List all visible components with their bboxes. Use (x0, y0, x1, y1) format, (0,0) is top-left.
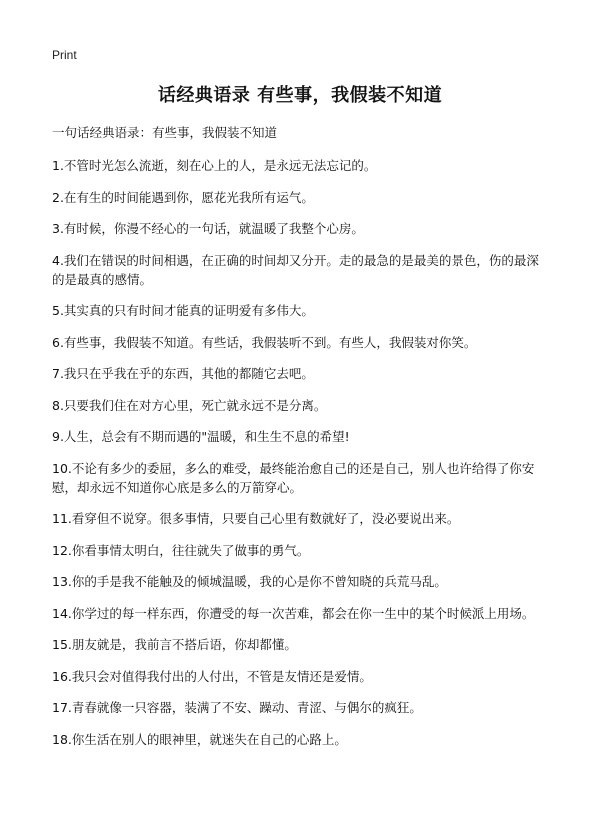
quote-item-16: 16.我只会对值得我付出的人付出，不管是友情还是爱情。 (52, 668, 372, 684)
quote-item-18: 18.你生活在别人的眼神里，就迷失在自己的心路上。 (52, 731, 347, 747)
quote-item-13: 13.你的手是我不能触及的倾城温暖，我的心是你不曾知晓的兵荒马乱。 (52, 574, 447, 589)
quote-item-12: 12.你看事情太明白，往往就失了做事的勇气。 (52, 542, 310, 558)
quote-item-6: 6.有些事，我假装不知道。有些话，我假装听不到。有些人，我假装对你笑。 (52, 334, 477, 350)
quote-item-14: 14.你学过的每一样东西，你遭受的每一次苦难，都会在你一生中的某个时候派上用场。 (52, 605, 535, 621)
quote-item-3: 3.有时候，你漫不经心的一句话，就温暖了我整个心房。 (52, 221, 364, 236)
print-link[interactable]: Print (52, 48, 77, 62)
quote-item-15: 15.朋友就是，我前言不搭后语，你却都懂。 (52, 637, 297, 652)
quote-item-4: 4.我们在错误的时间相遇，在正确的时间却又分开。走的最急的是最美的景色，伤的最深的是最真的感情。 (52, 252, 539, 287)
quote-item-10: 10.不论有多少的委屈，多么的难受，最终能治愈自己的还是自己，别人也许给得了你安慰，却永远不知道你心底是多么的万箭穿心。 (52, 460, 535, 495)
quote-item-5: 5.其实真的只有时间才能真的证明爱有多伟大。 (52, 303, 314, 318)
quote-item-17: 17.青春就像一只容器，装满了不安、躁动、青涩、与偶尔的疯狂。 (52, 700, 422, 715)
quote-item-11: 11.看穿但不说穿。很多事情，只要自己心里有数就好了，没必要说出来。 (52, 511, 460, 526)
article-subtitle: 一句话经典语录：有些事，我假装不知道 (52, 125, 278, 140)
quote-item-8: 8.只要我们住在对方心里，死亡就永远不是分离。 (52, 397, 327, 413)
quote-item-7: 7.我只在乎我在乎的东西，其他的都随它去吧。 (52, 366, 314, 381)
quote-item-1: 1.不管时光怎么流逝，刻在心上的人，是永远无法忘记的。 (52, 158, 377, 173)
page-title: 话经典语录 有些事，我假装不知道 (157, 85, 443, 106)
quote-item-9: 9.人生，总会有不期而遇的"温暖，和生生不息的希望! (52, 429, 350, 444)
quote-item-2: 2.在有生的时间能遇到你，愿花光我所有运气。 (52, 189, 314, 205)
quote-list (52, 156, 548, 749)
